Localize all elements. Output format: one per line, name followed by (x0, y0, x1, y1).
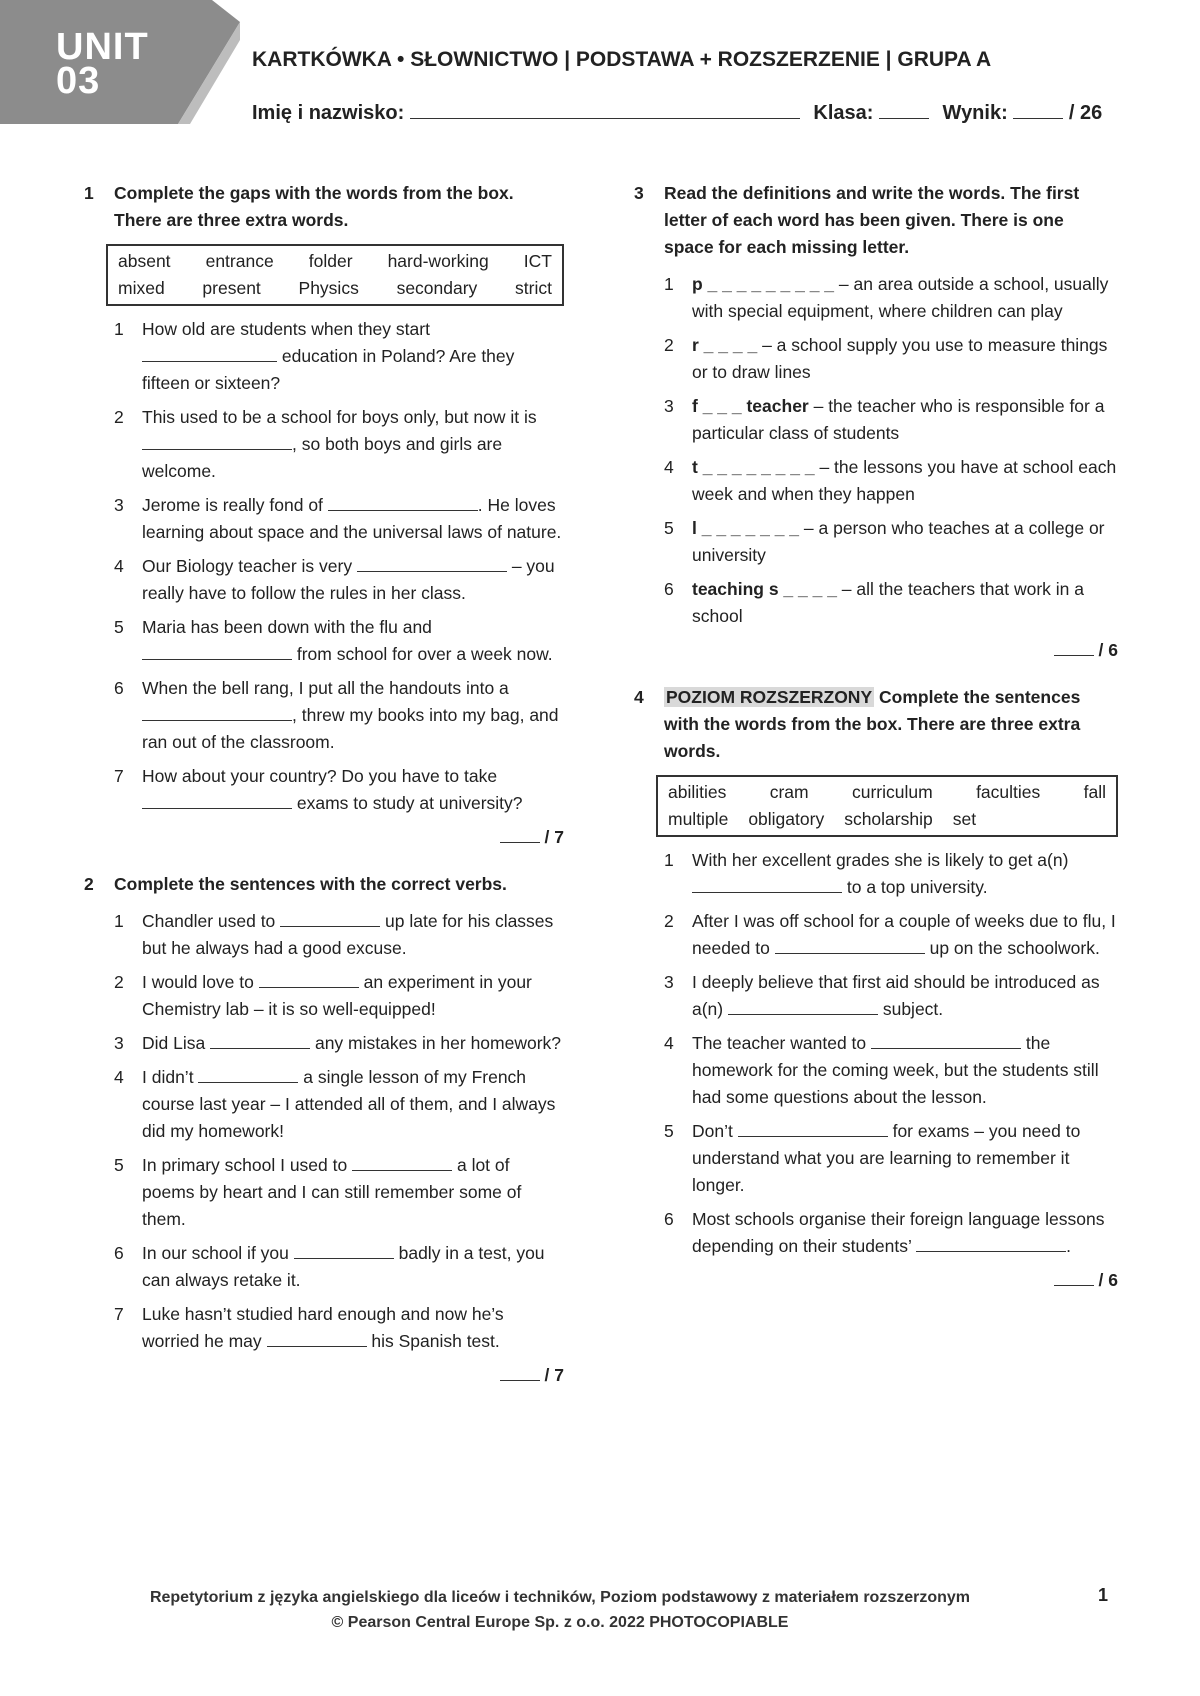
exercise-title: Complete the sentences with the correct verbs. (114, 874, 507, 894)
exercise-4 (634, 684, 1118, 1294)
item-number: 2 (114, 407, 124, 427)
list-item (664, 847, 1118, 901)
score-field[interactable] (500, 824, 540, 843)
item-number: 1 (114, 319, 124, 339)
item-number: 5 (114, 617, 124, 637)
answer-gap[interactable] (871, 1032, 1021, 1049)
exercise-title-text: Complete the sentences with the words from the box. There are three extra words. (664, 687, 1081, 761)
page-footer (100, 1585, 1020, 1635)
unit-number: 03 (56, 60, 101, 102)
item-number: 5 (664, 1121, 674, 1141)
answer-gap[interactable] (357, 555, 507, 572)
answer-gap[interactable] (142, 433, 292, 450)
exercise-score (634, 637, 1118, 664)
answer-gap[interactable] (916, 1235, 1066, 1252)
footer-line-1: Repetytorium z języka angielskiego dla liceów i techników, Poziom podstawowy z materiałem rozszerzonym (149, 1589, 971, 1606)
item-text: Our Biology teacher is very (142, 556, 357, 576)
box-word: set (952, 809, 977, 829)
word-hint: r _ _ _ _ (692, 335, 758, 355)
list-item (114, 492, 564, 546)
item-number: 3 (114, 495, 124, 515)
list-item (664, 1118, 1118, 1199)
item-text: , so both boys and girls are welcome. (142, 434, 503, 481)
list-item (664, 515, 1118, 569)
item-text: I would love to (142, 972, 259, 992)
list-item (114, 614, 564, 668)
box-word: abilities (668, 782, 727, 802)
item-number: 6 (114, 1243, 124, 1263)
item-text: – a person who teaches at a college or university (692, 518, 1105, 565)
list-item (664, 454, 1118, 508)
exercise-3 (634, 180, 1118, 664)
item-text: . He loves learning about space and the universal laws of nature. (142, 495, 562, 542)
item-number: 1 (114, 911, 124, 931)
name-field[interactable] (410, 100, 800, 119)
item-number: 4 (664, 1033, 674, 1053)
word-box-row (668, 806, 1106, 833)
item-text: any mistakes in her homework? (310, 1033, 562, 1053)
item-text: This used to be a school for boys only, but now it is (142, 407, 537, 427)
item-number: 1 (664, 850, 674, 870)
score-total: / 6 (1098, 1270, 1118, 1290)
item-text: I deeply believe that first aid should be introduced as a(n) (692, 972, 1100, 1019)
box-word: obligatory (748, 809, 825, 829)
exercise-number: 2 (84, 874, 94, 894)
item-text: up on the schoolwork. (924, 938, 1100, 958)
list-item (664, 393, 1118, 447)
list-item (664, 908, 1118, 962)
answer-gap[interactable] (198, 1066, 298, 1083)
list-item (114, 1301, 564, 1355)
item-text: With her excellent grades she is likely to get a(n) (692, 850, 1069, 870)
box-word: secondary (396, 278, 478, 298)
score-total: / 6 (1098, 640, 1118, 660)
box-word: absent (118, 251, 171, 271)
item-number: 4 (114, 556, 124, 576)
item-text: The teacher wanted to (692, 1033, 871, 1053)
item-text: an experiment in your Chemistry lab – it is so well-equipped! (142, 972, 532, 1019)
list-item (114, 404, 564, 485)
item-text: In primary school I used to (142, 1155, 353, 1175)
list-item (114, 1152, 564, 1233)
item-text: a lot of poems by heart and I can still remember some of them. (142, 1155, 522, 1229)
exercise-items (84, 908, 564, 1355)
item-text: up late for his classes but he always had a good excuse. (142, 911, 554, 958)
item-text: Maria has been down with the flu and (142, 617, 432, 637)
item-text: Most schools organise their foreign language lessons depending on their students’ (692, 1209, 1105, 1256)
list-item (114, 908, 564, 962)
box-word: fall (1083, 782, 1106, 802)
class-label: Klasa: (813, 102, 874, 124)
item-text: How old are students when they start (142, 319, 430, 339)
word-hint: p _ _ _ _ _ _ _ _ _ (692, 274, 835, 294)
item-text: When the bell rang, I put all the handouts into a (142, 678, 509, 698)
word-box-row (668, 779, 1106, 806)
exercise-1 (84, 180, 564, 851)
list-item (114, 1030, 564, 1057)
box-word: hard-working (387, 251, 489, 271)
exercise-title: Complete the gaps with the words from the box. There are three extra words. (114, 183, 514, 230)
item-number: 3 (114, 1033, 124, 1053)
answer-gap[interactable] (728, 998, 878, 1015)
word-box-row (118, 275, 552, 302)
item-number: 1 (664, 274, 674, 294)
unit-badge (0, 0, 240, 125)
answer-gap[interactable] (692, 876, 842, 893)
item-number: 5 (664, 518, 674, 538)
item-number: 2 (114, 972, 124, 992)
list-item (114, 316, 564, 397)
score-field[interactable] (1054, 637, 1094, 656)
word-hint: t _ _ _ _ _ _ _ _ (692, 457, 815, 477)
item-text: – the lessons you have at school each week and when they happen (692, 457, 1117, 504)
box-word: multiple (668, 809, 729, 829)
item-number: 3 (664, 972, 674, 992)
answer-gap[interactable] (142, 792, 292, 809)
right-column (634, 180, 1118, 1294)
list-item (114, 553, 564, 607)
item-text: a single lesson of my French course last year – I attended all of them, and I always did my homework! (142, 1067, 556, 1141)
answer-gap[interactable] (142, 345, 277, 362)
exercise-items (634, 271, 1118, 630)
exercise-items (84, 316, 564, 817)
list-item (114, 675, 564, 756)
answer-gap[interactable] (259, 971, 359, 988)
word-box-row (118, 248, 552, 275)
footer-line-2: © Pearson Central Europe Sp. z o.o. 2022 PHOTOCOPIABLE (331, 1614, 789, 1631)
item-number: 4 (114, 1067, 124, 1087)
exercise-title (664, 684, 1118, 765)
word-hint: teaching s _ _ _ _ (692, 579, 837, 599)
word-hint: f _ _ _ teacher (692, 396, 809, 416)
item-number: 3 (664, 396, 674, 416)
box-word: folder (308, 251, 353, 271)
item-text: How about your country? Do you have to take (142, 766, 498, 786)
unit-word: UNIT (56, 26, 149, 68)
exercise-number: 3 (634, 183, 644, 203)
exercise-score (634, 1267, 1118, 1294)
item-text: Don’t (692, 1121, 738, 1141)
score-label: Wynik: (942, 102, 1008, 124)
answer-gap[interactable] (352, 1154, 452, 1171)
box-word: present (202, 278, 261, 298)
word-box (656, 775, 1118, 837)
exercise-score (84, 824, 564, 851)
score-field[interactable] (1054, 1267, 1094, 1286)
list-item (664, 576, 1118, 630)
box-word: ICT (523, 251, 552, 271)
answer-gap[interactable] (738, 1120, 888, 1137)
item-text: for exams – you need to understand what you are learning to remember it longer. (692, 1121, 1081, 1195)
list-item (664, 1206, 1118, 1260)
unit-label (56, 26, 149, 102)
item-text: from school for over a week now. (292, 644, 553, 664)
item-text: his Spanish test. (366, 1331, 500, 1351)
answer-gap[interactable] (280, 910, 380, 927)
exercise-2 (84, 871, 564, 1389)
header-title: KARTKÓWKA • SŁOWNICTWO | PODSTAWA + ROZSZERZENIE | GRUPA A (252, 48, 992, 71)
answer-gap[interactable] (142, 643, 292, 660)
item-number: 6 (664, 1209, 674, 1229)
answer-gap[interactable] (142, 704, 292, 721)
item-number: 4 (664, 457, 674, 477)
box-word: cram (769, 782, 809, 802)
item-text: . (1066, 1236, 1071, 1256)
item-number: 7 (114, 766, 124, 786)
box-word: Physics (298, 278, 359, 298)
answer-gap[interactable] (328, 494, 478, 511)
box-word: mixed (118, 278, 165, 298)
item-text: exams to study at university? (292, 793, 523, 813)
item-text: subject. (877, 999, 944, 1019)
list-item (114, 969, 564, 1023)
item-text: In our school if you (142, 1243, 294, 1263)
exercise-items (634, 847, 1118, 1260)
item-text: badly in a test, you can always retake it. (142, 1243, 545, 1290)
item-text: Did Lisa (142, 1033, 211, 1053)
level-tag: POZIOM ROZSZERZONY (666, 687, 873, 707)
left-column (84, 180, 564, 1389)
box-word: entrance (205, 251, 274, 271)
name-label: Imię i nazwisko: (252, 102, 405, 124)
score-total: / 7 (544, 827, 564, 847)
box-word: faculties (976, 782, 1041, 802)
list-item (664, 969, 1118, 1023)
score-total: / 7 (544, 1365, 564, 1385)
answer-gap[interactable] (775, 937, 925, 954)
item-text: Luke hasn’t studied hard enough and now he’s worried he may (142, 1304, 504, 1351)
word-box (106, 244, 564, 306)
list-item (114, 1240, 564, 1294)
header-info-line (252, 100, 1102, 125)
item-text: – you really have to follow the rules in her class. (142, 556, 555, 603)
item-number: 2 (664, 335, 674, 355)
item-number: 6 (664, 579, 674, 599)
item-text: – the teacher who is responsible for a particular class of students (692, 396, 1105, 443)
item-text: – an area outside a school, usually with special equipment, where children can play (692, 274, 1109, 321)
item-text: I didn’t (142, 1067, 199, 1087)
item-number: 6 (114, 678, 124, 698)
item-text: education in Poland? Are they fifteen or sixteen? (142, 346, 515, 393)
box-word: scholarship (844, 809, 933, 829)
list-item (664, 1030, 1118, 1111)
exercise-number: 1 (84, 183, 94, 203)
item-text: to a top university. (842, 877, 988, 897)
item-text: After I was off school for a couple of weeks due to flu, I needed to (692, 911, 1116, 958)
exercise-title: Read the definitions and write the words. The first letter of each word has been given. There is one space for each missing letter. (664, 183, 1080, 257)
answer-gap[interactable] (210, 1032, 310, 1049)
box-word: strict (515, 278, 552, 298)
exercise-score (84, 1362, 564, 1389)
box-word: curriculum (851, 782, 933, 802)
item-text: – all the teachers that work in a school (692, 579, 1085, 626)
score-total: / 26 (1068, 102, 1103, 124)
list-item (114, 763, 564, 817)
page-number: 1 (1098, 1585, 1109, 1605)
score-field[interactable] (1013, 100, 1063, 119)
exercise-number: 4 (634, 687, 644, 707)
list-item (114, 1064, 564, 1145)
item-text: the homework for the coming week, but the students still had some questions about the lesson. (692, 1033, 1099, 1107)
list-item (664, 271, 1118, 325)
item-text: Jerome is really fond of (142, 495, 328, 515)
list-item (664, 332, 1118, 386)
answer-gap[interactable] (267, 1330, 367, 1347)
item-number: 7 (114, 1304, 124, 1324)
item-text: – a school supply you use to measure things or to draw lines (692, 335, 1108, 382)
answer-gap[interactable] (294, 1242, 394, 1259)
item-text: , threw my books into my bag, and ran out of the classroom. (142, 705, 559, 752)
item-text: Chandler used to (142, 911, 281, 931)
item-number: 5 (114, 1155, 124, 1175)
item-number: 2 (664, 911, 674, 931)
class-field[interactable] (879, 100, 929, 119)
score-field[interactable] (500, 1362, 540, 1381)
word-hint: l _ _ _ _ _ _ _ (692, 518, 800, 538)
